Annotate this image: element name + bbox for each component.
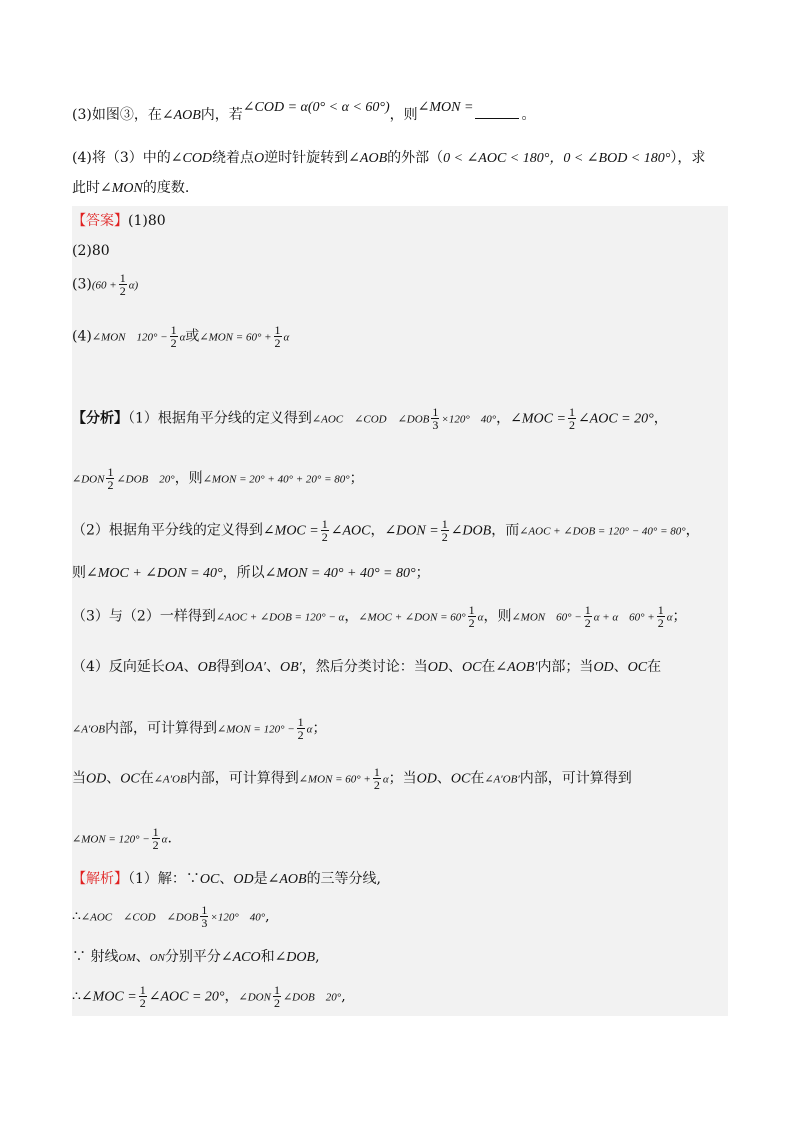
analysis-p1-moc: ∠MOC = — [510, 411, 566, 427]
analysis-p2-don: ∠DON — [72, 473, 105, 486]
ray-on: ON — [149, 952, 165, 964]
analysis-p8-c: 内部，可计算得到 — [186, 770, 299, 787]
angle-a-prime-ob: ∠A′OB — [153, 773, 187, 786]
q4-text-e: ），求 — [670, 150, 706, 166]
analysis-p5-alpha: α — [666, 611, 673, 624]
analysis-p5-tail: α — [477, 611, 484, 624]
analysis-line3 — [72, 518, 700, 543]
ray-oc: OC — [450, 771, 471, 787]
q3-mon: ∠MON = — [417, 100, 474, 115]
analysis-p6-sep4: 、 — [613, 659, 628, 675]
answer-4-expr1: ∠MON 120° − — [91, 331, 168, 344]
analysis-p8-b: 在 — [139, 770, 154, 787]
analysis-p6-f: 在 — [647, 659, 662, 675]
q4-aob: ∠AOB — [348, 151, 388, 166]
answer-4-prefix: (4) — [72, 328, 92, 345]
q4-text-c: 逆时针旋转到 — [264, 150, 349, 166]
q3-line — [72, 100, 536, 127]
analysis-p5-mon: ∠MON 60° − — [511, 611, 582, 624]
analysis-p1-a: （1）根据角平分线的定义得到 — [128, 410, 312, 427]
analysis-p1-mul: ×120° 40° — [441, 413, 497, 426]
solution-s2-end: , — [265, 908, 270, 925]
analysis-line2 — [72, 466, 364, 491]
analysis-line9 — [72, 826, 172, 851]
analysis-p8-d: ；当 — [388, 770, 417, 787]
fraction-half: $\frac{1}{2}$ — [657, 603, 664, 630]
analysis-p9-end: . — [167, 830, 172, 847]
ray-oa-prime: OA′ — [244, 660, 266, 675]
analysis-p4-end: ； — [415, 565, 430, 581]
answer-line2 — [72, 240, 110, 262]
analysis-p6-d: 在 — [481, 659, 496, 675]
analysis-p5-a: （3）与（2）一样得到 — [72, 608, 216, 625]
analysis-p8-mon: ∠MON = 60° + — [298, 773, 371, 786]
solution-s4-a: ∴ — [72, 988, 81, 1005]
analysis-p6-c: ，然后分类讨论：当 — [301, 659, 428, 675]
analysis-p3-er: ，而 — [491, 522, 520, 539]
analysis-p7-alpha: α — [306, 723, 313, 736]
analysis-p7-a: 内部，可计算得到 — [105, 720, 218, 737]
fraction-half: $\frac{1}{2}$ — [321, 517, 328, 544]
q4-condition: 0 < ∠AOC < 180°，0 < ∠BOD < 180° — [443, 151, 671, 166]
answer-1: (1)80 — [128, 213, 166, 229]
q4-cod: ∠COD — [170, 151, 213, 166]
analysis-p5-sum: ∠AOC + ∠DOB = 120° − α — [215, 611, 345, 624]
answer-4-tail1: α — [179, 331, 186, 344]
solution-s4-end: , — [341, 988, 346, 1005]
analysis-p6-b: 得到 — [216, 659, 245, 675]
solution-label: 【解析】 — [72, 871, 128, 887]
fraction-half: $\frac{1}{2}$ — [170, 323, 177, 350]
q3-cod-expr: ∠COD = α(0° < α < 60°) — [242, 100, 390, 115]
analysis-p1-aoc: ∠AOC = 20° — [577, 411, 654, 427]
ray-od: OD — [593, 660, 614, 675]
ray-oc: OC — [461, 660, 482, 675]
ray-od: OD — [416, 771, 437, 787]
solution-s1-b: 是 — [253, 871, 268, 887]
solution-s3-and: 和 — [260, 949, 275, 965]
answer-3-tail: α) — [128, 279, 139, 292]
analysis-line6 — [72, 656, 661, 679]
analysis-p1-b: ， — [496, 410, 511, 427]
q4-mon: ∠MON — [100, 181, 143, 196]
answer-4-or: 或 — [185, 328, 200, 345]
solution-line2 — [72, 904, 270, 929]
analysis-p7-mon: ∠MON = 120° − — [217, 723, 295, 736]
fraction-half: $\frac{1}{2}$ — [373, 765, 380, 792]
angle-a-prime-ob-prime: ∠A′OB′ — [484, 773, 520, 786]
solution-s3-b: 分别平分 — [164, 949, 221, 965]
solution-line1 — [72, 868, 381, 891]
analysis-p5-b: ， — [344, 608, 359, 625]
q3-end: 。 — [521, 107, 536, 123]
fraction-third: $\frac{1}{3}$ — [432, 405, 439, 432]
ray-oc: OC — [199, 872, 220, 887]
analysis-p2-then: ，则 — [174, 470, 203, 487]
analysis-p3-a: （2）根据角平分线的定义得到 — [72, 522, 263, 539]
ray-ob: OB — [197, 660, 217, 675]
solution-s2-expr: ∠AOC ∠COD ∠DOB — [80, 911, 199, 924]
analysis-p4-mon: ∠MON = 40° + 40° = 80° — [264, 566, 416, 581]
answer-line1 — [72, 210, 166, 232]
solution-s1-c: 的三等分线, — [306, 871, 382, 887]
analysis-p8-sep: 、 — [106, 770, 121, 787]
angle-dob: ∠DOB — [274, 950, 316, 965]
analysis-p6-a: （4）反向延长 — [72, 659, 165, 675]
ray-od: OD — [233, 872, 254, 887]
analysis-line1 — [72, 406, 668, 431]
solution-s4-comma: ， — [224, 988, 239, 1005]
solution-s3-a: ∵ 射线 — [72, 949, 119, 965]
angle-aco: ∠ACO — [220, 950, 261, 965]
q4-line2 — [72, 177, 189, 200]
answer-line4 — [72, 324, 289, 349]
analysis-p4-sum: ∠MOC + ∠DON = 40° — [86, 566, 223, 581]
analysis-p9-alpha: α — [161, 833, 168, 846]
solution-s3-sep: 、 — [135, 949, 150, 965]
answer-label: 【答案】 — [72, 213, 128, 229]
fraction-third: $\frac{1}{3}$ — [201, 903, 208, 930]
ray-oc: OC — [120, 771, 140, 787]
fraction-half: $\frac{1}{2}$ — [152, 825, 159, 852]
q4-text-a: (4)将（3）中的 — [72, 150, 171, 166]
q3-prefix: (3)如图③，在 — [72, 107, 162, 123]
angle-aob: ∠AOB — [267, 872, 307, 887]
analysis-line8 — [72, 766, 632, 791]
analysis-p3-dob: ∠DOB — [450, 523, 492, 539]
analysis-p8-e: 在 — [470, 770, 485, 787]
analysis-p3-sum: ∠AOC + ∠DOB = 120° − 40° = 80° — [519, 525, 686, 538]
analysis-p3-don: ∠DON = — [384, 523, 439, 539]
solution-s1-a: （1）解：∵ — [128, 871, 200, 887]
ray-ob-prime: OB′ — [280, 660, 302, 675]
solution-s4-don: ∠DON — [238, 991, 271, 1004]
analysis-p3-end: ， — [685, 522, 700, 539]
angle-a-prime-ob: ∠A′OB — [72, 723, 106, 736]
analysis-line7 — [72, 716, 326, 741]
ray-od: OD — [86, 771, 107, 787]
q4-line2-b: 的度数. — [142, 180, 190, 196]
analysis-p1-c: ， — [653, 410, 668, 427]
solution-s4-aoc: ∠AOC = 20° — [148, 989, 225, 1005]
fraction-half: $\frac{1}{2}$ — [139, 983, 146, 1010]
answer-line3 — [72, 272, 138, 297]
analysis-p3-comma: ， — [370, 522, 385, 539]
analysis-p4-b: ，所以 — [222, 565, 265, 581]
fraction-half: $\frac{1}{2}$ — [274, 323, 281, 350]
analysis-p2-sum: ∠MON = 20° + 40° + 20° = 80° — [202, 473, 350, 486]
solution-s1-sep: 、 — [219, 871, 234, 887]
fraction-half: $\frac{1}{2}$ — [441, 517, 448, 544]
analysis-p1-expr: ∠AOC ∠COD ∠DOB — [311, 413, 430, 426]
fraction-half: $\frac{1}{2}$ — [297, 715, 304, 742]
analysis-p8-f: 内部，可计算得到 — [519, 770, 632, 787]
analysis-p2-dob: ∠DOB 20° — [116, 473, 175, 486]
analysis-label: 【分析】 — [72, 410, 128, 427]
q3-mid: 内，若 — [200, 107, 243, 123]
answer-3-expr: (60 + — [91, 279, 117, 292]
solution-line3 — [72, 946, 320, 969]
ray-od: OD — [427, 660, 448, 675]
answer-3-prefix: (3) — [72, 276, 92, 293]
analysis-p5-end: ； — [672, 608, 687, 625]
solution-s4-moc: ∠MOC = — [80, 989, 137, 1005]
q4-text-b: 绕着点 — [212, 150, 255, 166]
analysis-p5-mid: α + α 60° + — [593, 611, 655, 624]
analysis-p6-sep3: 、 — [447, 659, 462, 675]
q4-line2-a: 此时 — [72, 180, 100, 196]
solution-s2-a: ∴ — [72, 908, 81, 925]
fraction-half: $\frac{1}{2}$ — [119, 271, 126, 298]
solution-s4-dob: ∠DOB 20° — [282, 991, 342, 1004]
solution-line4 — [72, 984, 346, 1009]
analysis-line5 — [72, 604, 687, 629]
analysis-p5-expr: ∠MOC + ∠DON = 60° — [358, 611, 466, 624]
fraction-half: $\frac{1}{2}$ — [584, 603, 591, 630]
analysis-line4 — [72, 562, 430, 585]
analysis-p6-e: 内部；当 — [537, 659, 594, 675]
ray-om: OM — [118, 952, 136, 964]
q3-aob: ∠AOB — [161, 108, 201, 123]
q3-answer-blank[interactable] — [475, 104, 519, 119]
q4-line1 — [72, 147, 705, 170]
analysis-p6-sep2: 、 — [266, 659, 280, 675]
answer-4-expr2: ∠MON = 60° + — [199, 331, 272, 344]
analysis-p3-aoc: ∠AOC — [330, 523, 371, 539]
fraction-half: $\frac{1}{2}$ — [568, 405, 575, 432]
q4-text-d: 的外部（ — [387, 150, 444, 166]
analysis-p5-c: ，则 — [483, 608, 512, 625]
answer-2: (2)80 — [72, 243, 110, 259]
ray-oa: OA — [164, 660, 184, 675]
analysis-p3-moc: ∠MOC = — [262, 523, 319, 539]
angle-aob-prime: ∠AOB′ — [495, 660, 538, 675]
fraction-half: $\frac{1}{2}$ — [273, 983, 280, 1010]
analysis-p8-a: 当 — [72, 770, 86, 787]
ray-oc: OC — [627, 660, 648, 675]
analysis-p2-end: ； — [349, 470, 364, 487]
analysis-p8-alpha: α — [382, 773, 389, 786]
analysis-p6-sep1: 、 — [183, 659, 198, 675]
fraction-half: $\frac{1}{2}$ — [468, 603, 475, 630]
fraction-half: $\frac{1}{2}$ — [107, 465, 114, 492]
solution-s3-end: , — [315, 949, 320, 965]
analysis-p7-end: ； — [312, 720, 327, 737]
answer-4-tail2: α — [283, 331, 290, 344]
solution-s2-mul: ×120° 40° — [210, 911, 266, 924]
q3-then: ，则 — [389, 107, 418, 123]
analysis-p4-a: 则 — [72, 565, 86, 581]
q4-point-o: O — [254, 151, 265, 166]
analysis-p8-sep2: 、 — [436, 770, 451, 787]
analysis-p9-mon: ∠MON = 120° − — [72, 833, 150, 846]
